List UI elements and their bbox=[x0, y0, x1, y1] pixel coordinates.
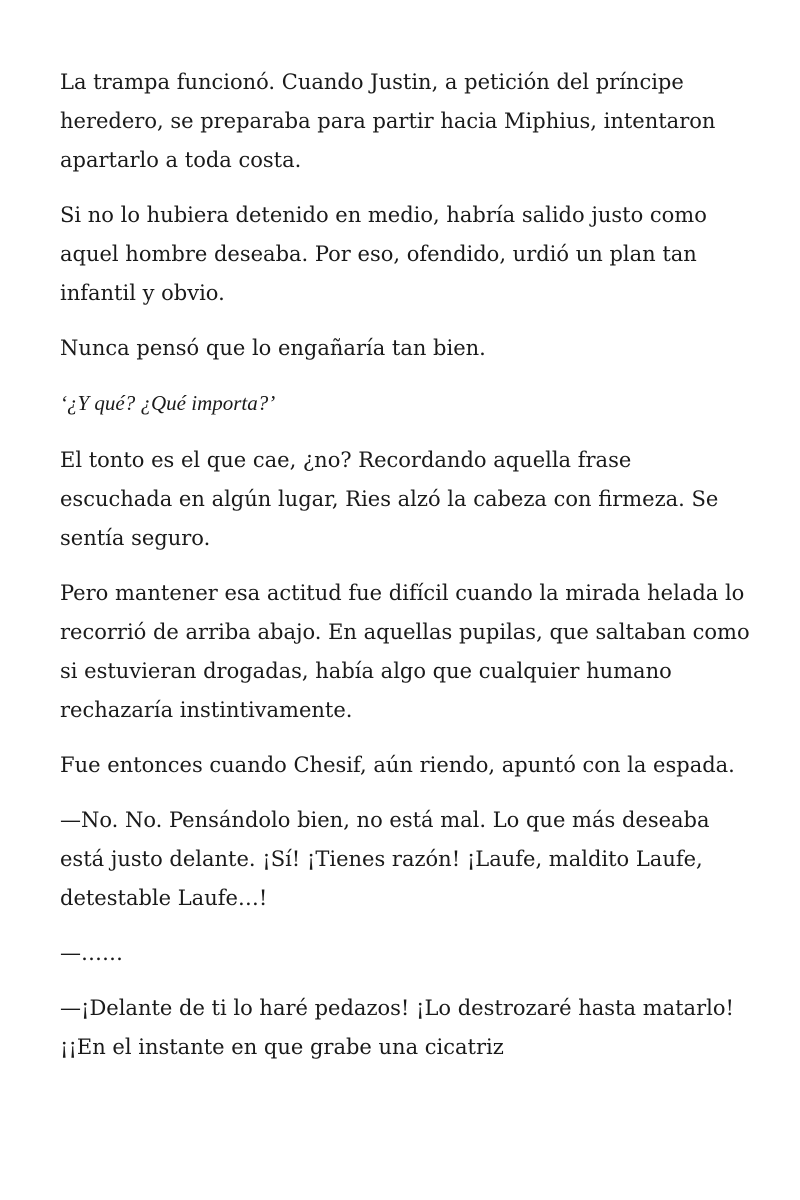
dialogue-3: —¡Delante de ti lo haré pedazos! ¡Lo destrozaré hasta matarlo! ¡¡En el instante en que grabe una cicatriz bbox=[60, 996, 734, 1059]
paragraph-5: El tonto es el que cae, ¿no? Recordando aquella frase escuchada en algún lugar, Ries alzó la cabeza con firmeza. Se sentía seguro. bbox=[60, 448, 719, 550]
paragraph-2: Si no lo hubiera detenido en medio, habría salido justo como aquel hombre deseaba. Por eso, ofendido, urdió un plan tan infantil y obvio. bbox=[60, 203, 707, 305]
paragraph-3: Nunca pensó que lo engañaría tan bien. bbox=[60, 336, 486, 360]
dialogue-2: —…… bbox=[60, 941, 123, 965]
italic-thought: ‘¿Y qué? ¿Qué importa?’ bbox=[60, 391, 276, 415]
dialogue-1: —No. No. Pensándolo bien, no está mal. Lo que más deseaba está justo delante. ¡Sí! ¡Tienes razón! ¡Laufe, maldito Laufe, detestable Laufe…! bbox=[60, 808, 710, 910]
paragraph-1: La trampa funcionó. Cuando Justin, a petición del príncipe heredero, se preparaba para partir hacia Miphius, intentaron apartarlo a toda costa. bbox=[60, 70, 716, 172]
document-page bbox=[60, 63, 750, 1083]
paragraph-6: Pero mantener esa actitud fue difícil cuando la mirada helada lo recorrió de arriba abajo. En aquellas pupilas, que saltaban como si estuvieran drogadas, había algo que cualquier humano rechazaría instintivamente. bbox=[60, 581, 750, 722]
paragraph-7: Fue entonces cuando Chesif, aún riendo, apuntó con la espada. bbox=[60, 753, 735, 777]
